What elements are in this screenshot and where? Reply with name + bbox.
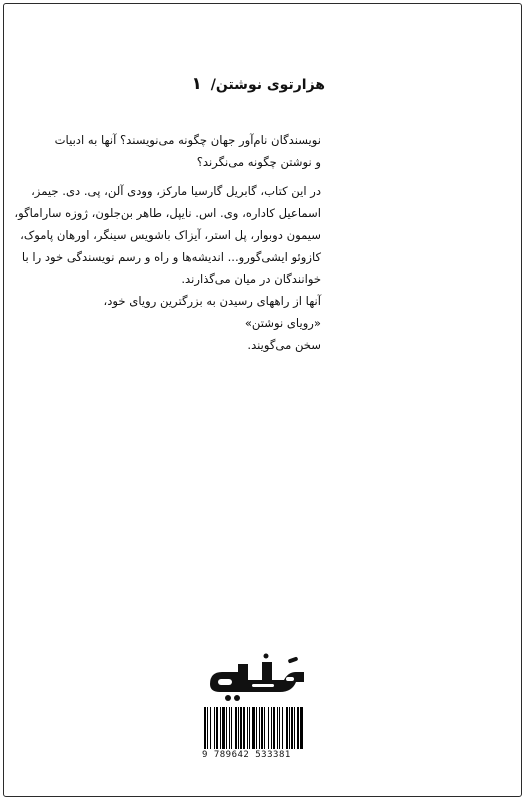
series-title-text: هزارتوی نوشتن <box>215 77 325 93</box>
description-line: سیمون دوبوار، پل استر، آیزاک باشویس سینگر، اورهان پاموک، <box>20 228 321 242</box>
intro-line: و نوشتن چگونه می‌نگرند؟ <box>196 155 321 169</box>
isbn-digits: 9 789642 533381 <box>202 750 291 760</box>
series-number: ۱ <box>191 74 202 94</box>
intro-paragraph <box>21 129 321 173</box>
description-paragraph <box>14 180 321 356</box>
barcode-graphic <box>202 707 348 749</box>
isbn-barcode-box <box>190 703 356 767</box>
description-line: اسماعیل کاداره، وی. اس. نایپل، طاهر بن‌جلون، ژوزه ساراماگو، <box>14 206 321 220</box>
description-line: آنها از راههای رسیدن به بزرگترین رویای خود، <box>103 294 321 308</box>
description-line: سخن می‌گویند. <box>247 338 321 352</box>
description-line: کازوئو ایشی‌گورو... اندیشه‌ها و راه و رسم نویسندگی خود را با <box>21 250 321 264</box>
description-line: «رویای نوشتن» <box>244 316 321 330</box>
intro-line: نویسندگان نام‌آور جهان چگونه می‌نویسند؟ آنها به ادبیات <box>54 133 321 147</box>
description-line: در این کتاب، گابریل گارسیا مارکز، وودی آلن، پی. دی. جیمز، <box>31 184 321 198</box>
publisher-logo <box>204 650 308 704</box>
description-line: خوانندگان در میان می‌گذارند. <box>181 272 321 286</box>
series-title <box>191 74 325 94</box>
series-separator: / <box>210 77 216 93</box>
